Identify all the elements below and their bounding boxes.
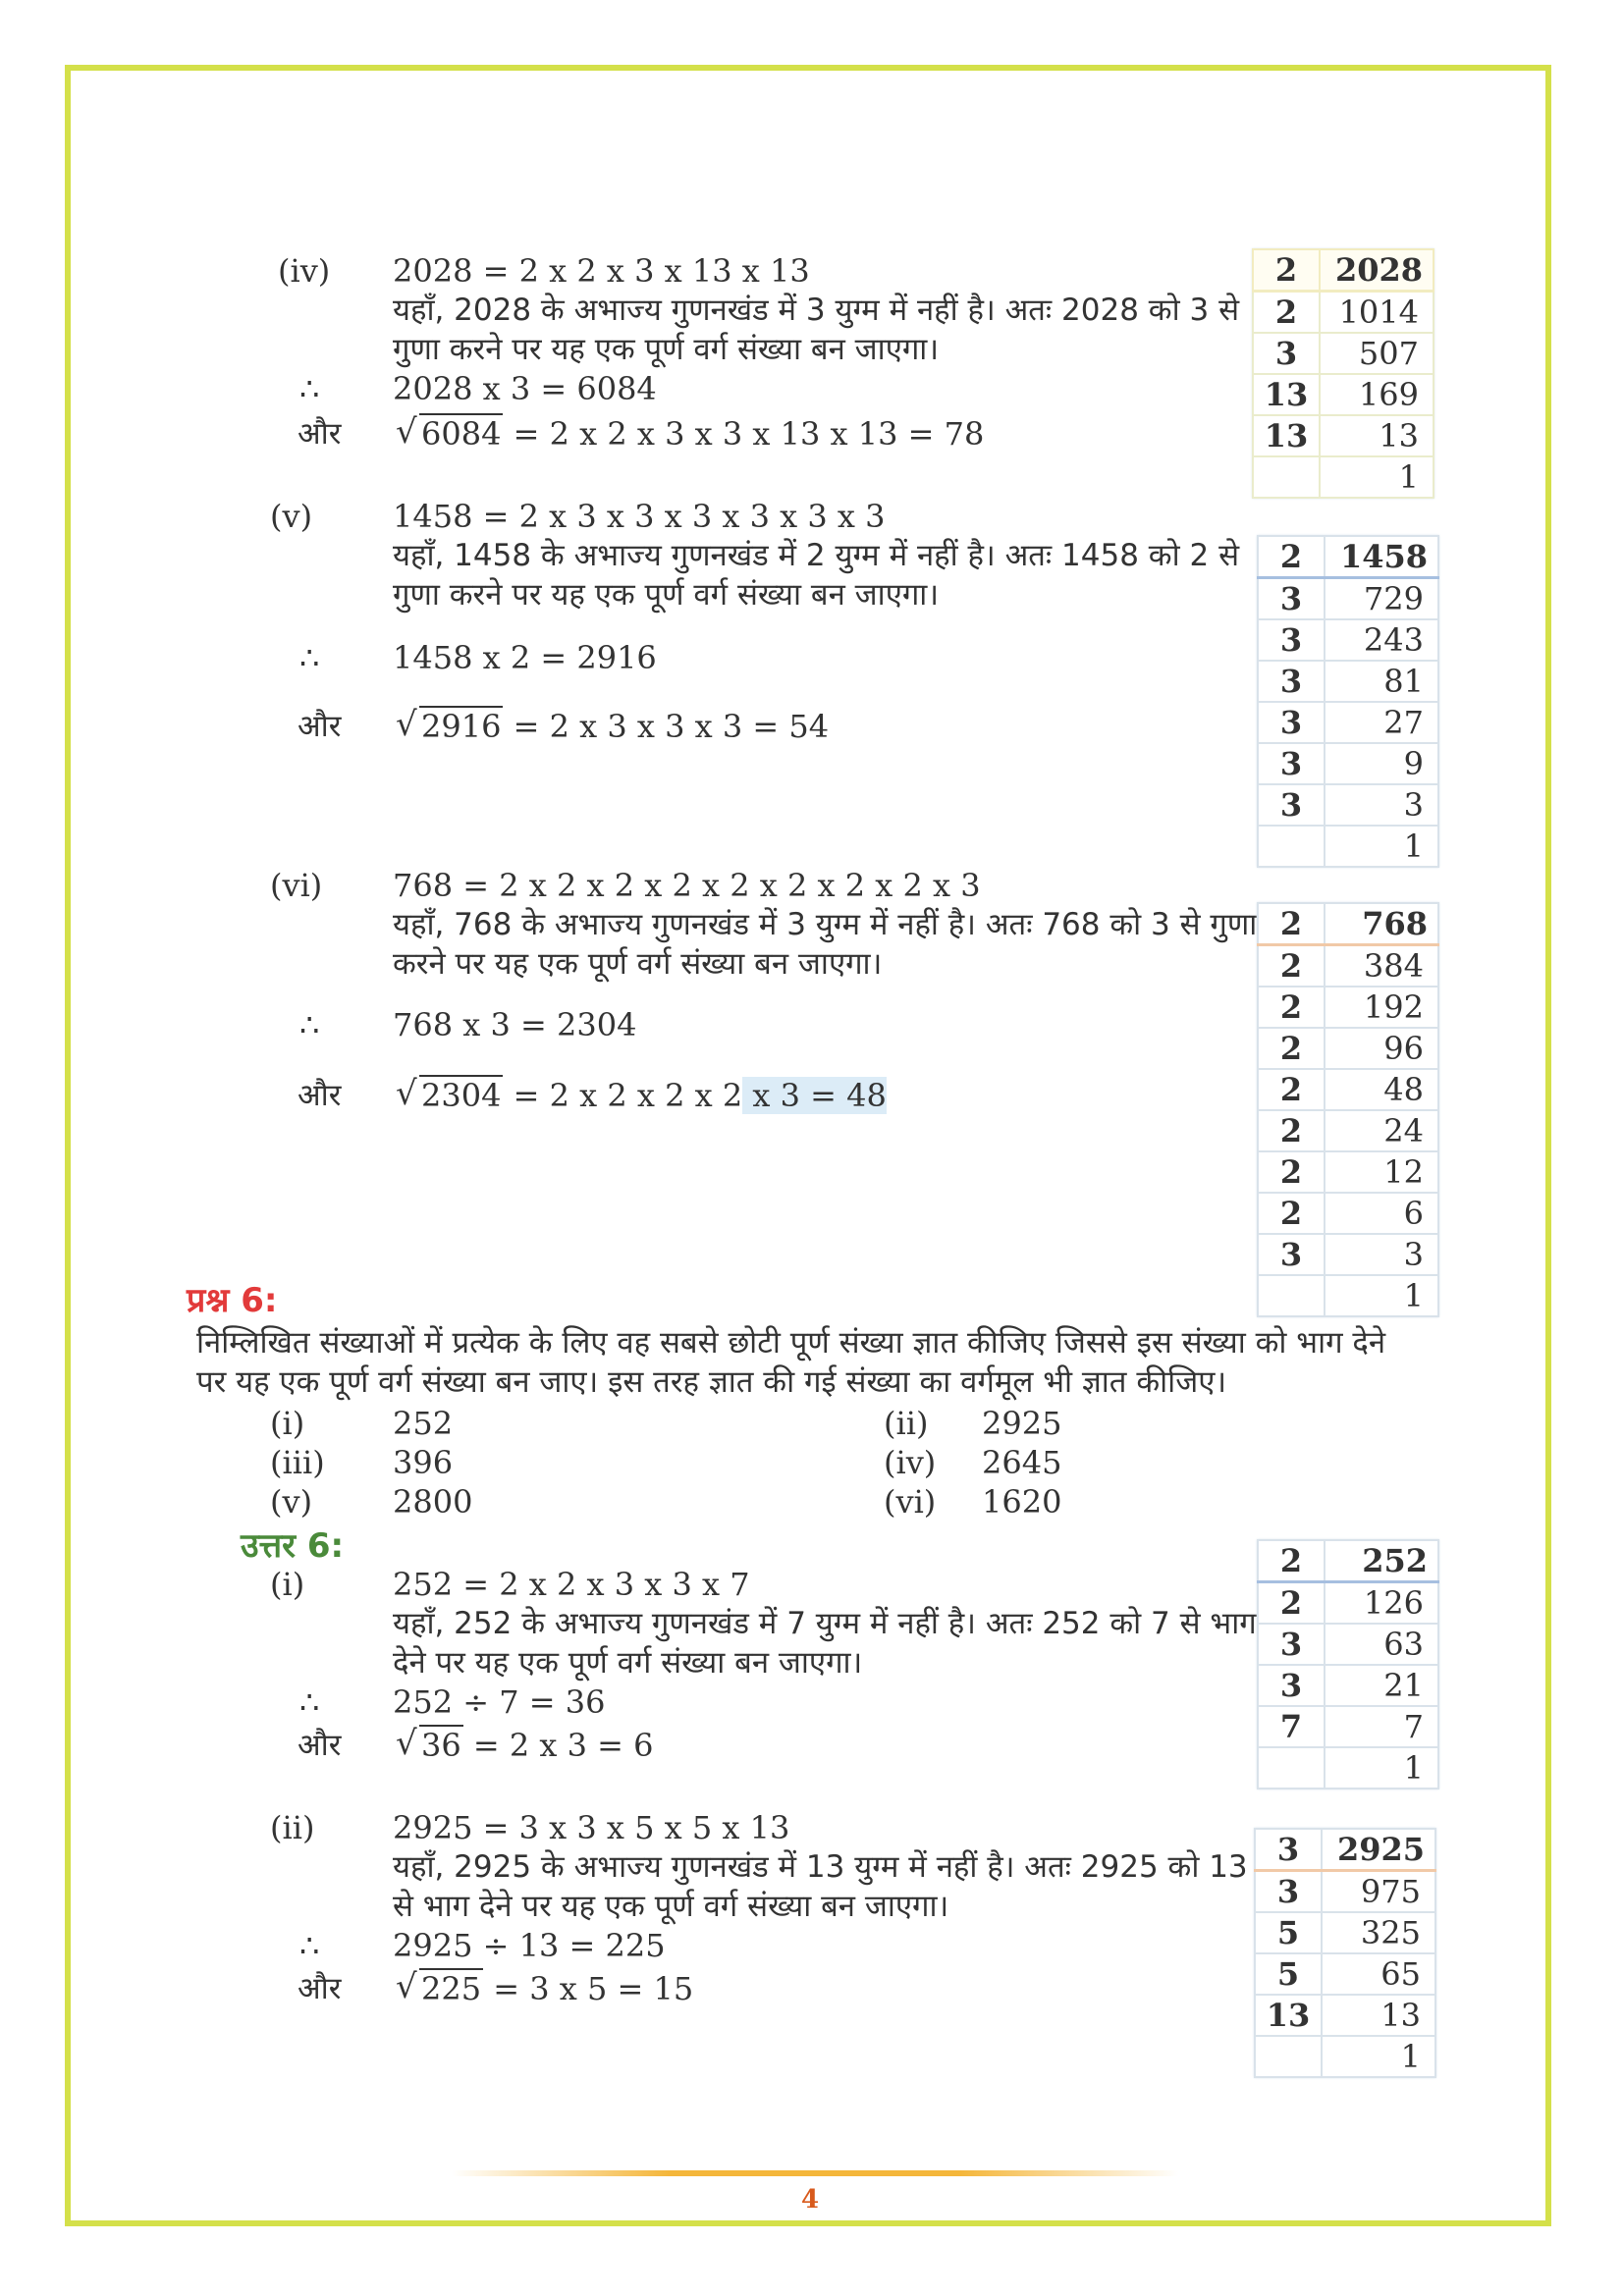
equation-a-i: 252 = 2 x 2 x 3 x 3 x 7 <box>393 1566 750 1603</box>
explanation-v-line2: गुणा करने पर यह एक पूर्ण वर्ग संख्या बन जाएगा। <box>393 577 940 613</box>
explanation-vi-line2: करने पर यह एक पूर्ण वर्ग संख्या बन जाएगा। <box>393 946 883 982</box>
division-table-a-i <box>1257 1539 1439 1789</box>
option-value: 1620 <box>982 1483 1062 1521</box>
division-table-a-ii <box>1254 1828 1436 2078</box>
and-label: और <box>298 416 342 452</box>
therefore-symbol: ∴ <box>299 1683 320 1721</box>
and-label: और <box>298 1078 342 1113</box>
option-label: (i) <box>270 1405 305 1442</box>
equation-iv: 2028 = 2 x 2 x 3 x 13 x 13 <box>393 252 810 290</box>
therefore-symbol: ∴ <box>299 1006 320 1043</box>
therefore-symbol: ∴ <box>299 370 320 407</box>
table-row: 2 24 <box>1258 1110 1438 1151</box>
table-row: 2 12 <box>1258 1151 1438 1193</box>
sqrt-symbol: √ 2916 <box>396 705 502 745</box>
option-label: (v) <box>270 1483 313 1521</box>
explanation-v-line1: यहाँ, 1458 के अभाज्य गुणनखंड में 2 युग्म में नहीं है। अतः 1458 को 2 से <box>393 538 1240 573</box>
explanation-a-i-line2: देने पर यह एक पूर्ण वर्ग संख्या बन जाएगा। <box>393 1645 863 1681</box>
calculation-a-ii: 2925 ÷ 13 = 225 <box>393 1927 666 1964</box>
answer-label-ii: (ii) <box>270 1809 315 1846</box>
explanation-iv-line1: यहाँ, 2028 के अभाज्य गुणनखंड में 3 युग्म में नहीं है। अतः 2028 को 3 से <box>393 293 1240 328</box>
table-row: 3 21 <box>1258 1665 1438 1706</box>
and-label: और <box>298 709 342 744</box>
table-row: 3 975 <box>1255 1871 1435 1913</box>
page-number: 4 <box>800 2185 820 2215</box>
table-row: 13 169 <box>1253 374 1434 415</box>
table-row: 2 2028 <box>1253 249 1434 292</box>
table-row: 7 7 <box>1258 1706 1438 1747</box>
table-row: 3 81 <box>1258 661 1438 702</box>
table-row: 3 243 <box>1258 619 1438 661</box>
answer-heading: उत्तर 6: <box>241 1526 345 1566</box>
table-row: 3 2925 <box>1255 1829 1435 1871</box>
table-row: 13 13 <box>1253 415 1434 456</box>
item-label-iv: (iv) <box>278 252 331 290</box>
option-value: 2800 <box>393 1483 473 1521</box>
calculation-v: 1458 x 2 = 2916 <box>393 639 657 676</box>
table-row: 1 <box>1258 826 1438 867</box>
table-row: 1 <box>1258 1747 1438 1789</box>
division-table-iv <box>1252 248 1434 499</box>
table-row: 2 192 <box>1258 987 1438 1028</box>
sqrt-symbol: √ 6084 <box>396 412 502 453</box>
and-label: और <box>298 1728 342 1763</box>
table-row: 2 48 <box>1258 1069 1438 1110</box>
table-row: 2 126 <box>1258 1582 1438 1625</box>
calculation-vi: 768 x 3 = 2304 <box>393 1006 637 1043</box>
table-row: 1 <box>1255 2036 1435 2077</box>
sqrt-result-iv: √ 6084 = 2 x 2 x 3 x 3 x 13 x 13 = 78 <box>396 412 985 453</box>
option-label: (iii) <box>270 1444 325 1481</box>
sqrt-result-vi: √ 2304 = 2 x 2 x 2 x 2 x 3 = 48 <box>396 1074 887 1114</box>
division-table-vi <box>1257 902 1439 1317</box>
table-row: 3 3 <box>1258 1234 1438 1275</box>
sqrt-symbol: √ 2304 <box>396 1074 502 1114</box>
sqrt-result-a-ii: √ 225 = 3 x 5 = 15 <box>396 1967 694 2007</box>
question-heading: प्रश्न 6: <box>187 1281 278 1320</box>
option-value: 252 <box>393 1405 454 1442</box>
equation-v: 1458 = 2 x 3 x 3 x 3 x 3 x 3 x 3 <box>393 498 886 535</box>
explanation-a-ii-line1: यहाँ, 2925 के अभाज्य गुणनखंड में 13 युग्म में नहीं है। अतः 2925 को 13 <box>393 1849 1248 1885</box>
explanation-a-i-line1: यहाँ, 252 के अभाज्य गुणनखंड में 7 युग्म में नहीं है। अतः 252 को 7 से भाग <box>393 1606 1257 1641</box>
sqrt-result-a-i: √ 36 = 2 x 3 = 6 <box>396 1724 654 1764</box>
option-value: 2645 <box>982 1444 1062 1481</box>
option-value: 396 <box>393 1444 454 1481</box>
table-row: 2 96 <box>1258 1028 1438 1069</box>
and-label: और <box>298 1971 342 2006</box>
table-row: 3 27 <box>1258 702 1438 743</box>
answer-label-i: (i) <box>270 1566 305 1603</box>
explanation-iv-line2: गुणा करने पर यह एक पूर्ण वर्ग संख्या बन जाएगा। <box>393 332 940 367</box>
table-row: 3 507 <box>1253 333 1434 374</box>
table-row: 1 <box>1258 1275 1438 1316</box>
table-row: 2 768 <box>1258 903 1438 945</box>
table-row: 2 1458 <box>1258 536 1438 578</box>
table-row: 5 325 <box>1255 1912 1435 1953</box>
table-row: 3 729 <box>1258 578 1438 620</box>
table-row: 3 9 <box>1258 743 1438 784</box>
therefore-symbol: ∴ <box>299 639 320 676</box>
footer-divider <box>452 2170 1178 2176</box>
equation-a-ii: 2925 = 3 x 3 x 5 x 5 x 13 <box>393 1809 790 1846</box>
table-row: 2 384 <box>1258 945 1438 988</box>
item-label-v: (v) <box>270 498 313 535</box>
explanation-a-ii-line2: से भाग देने पर यह एक पूर्ण वर्ग संख्या बन जाएगा। <box>393 1889 949 1924</box>
table-row: 3 63 <box>1258 1624 1438 1665</box>
sqrt-symbol: √ 225 <box>396 1967 482 2007</box>
table-row: 2 6 <box>1258 1193 1438 1234</box>
equation-vi: 768 = 2 x 2 x 2 x 2 x 2 x 2 x 2 x 2 x 3 <box>393 867 981 904</box>
table-row: 5 65 <box>1255 1953 1435 1995</box>
table-row: 3 3 <box>1258 784 1438 826</box>
table-row: 1 <box>1253 456 1434 498</box>
option-label: (ii) <box>884 1405 929 1442</box>
question-text-line2: पर यह एक पूर्ण वर्ग संख्या बन जाए। इस तरह ज्ञात की गई संख्या का वर्गमूल भी ज्ञात कीजिए। <box>196 1364 1227 1400</box>
explanation-vi-line1: यहाँ, 768 के अभाज्य गुणनखंड में 3 युग्म में नहीं है। अतः 768 को 3 से गुणा <box>393 907 1258 942</box>
division-table-v <box>1257 535 1439 868</box>
sqrt-symbol: √ 36 <box>396 1724 461 1764</box>
option-label: (vi) <box>884 1483 937 1521</box>
table-row: 2 252 <box>1258 1540 1438 1582</box>
item-label-vi: (vi) <box>270 867 323 904</box>
calculation-iv: 2028 x 3 = 6084 <box>393 370 657 407</box>
option-label: (iv) <box>884 1444 937 1481</box>
table-row: 13 13 <box>1255 1995 1435 2036</box>
table-row: 2 1014 <box>1253 292 1434 334</box>
calculation-a-i: 252 ÷ 7 = 36 <box>393 1683 606 1721</box>
therefore-symbol: ∴ <box>299 1927 320 1964</box>
question-text-line1: निम्लिखित संख्याओं में प्रत्येक के लिए वह सबसे छोटी पूर्ण संख्या ज्ञात कीजिए जिससे इस संख्या को भाग देने <box>196 1325 1386 1361</box>
sqrt-result-v: √ 2916 = 2 x 3 x 3 x 3 = 54 <box>396 705 830 745</box>
option-value: 2925 <box>982 1405 1062 1442</box>
highlighted-text: x 3 = 48 <box>742 1077 887 1114</box>
